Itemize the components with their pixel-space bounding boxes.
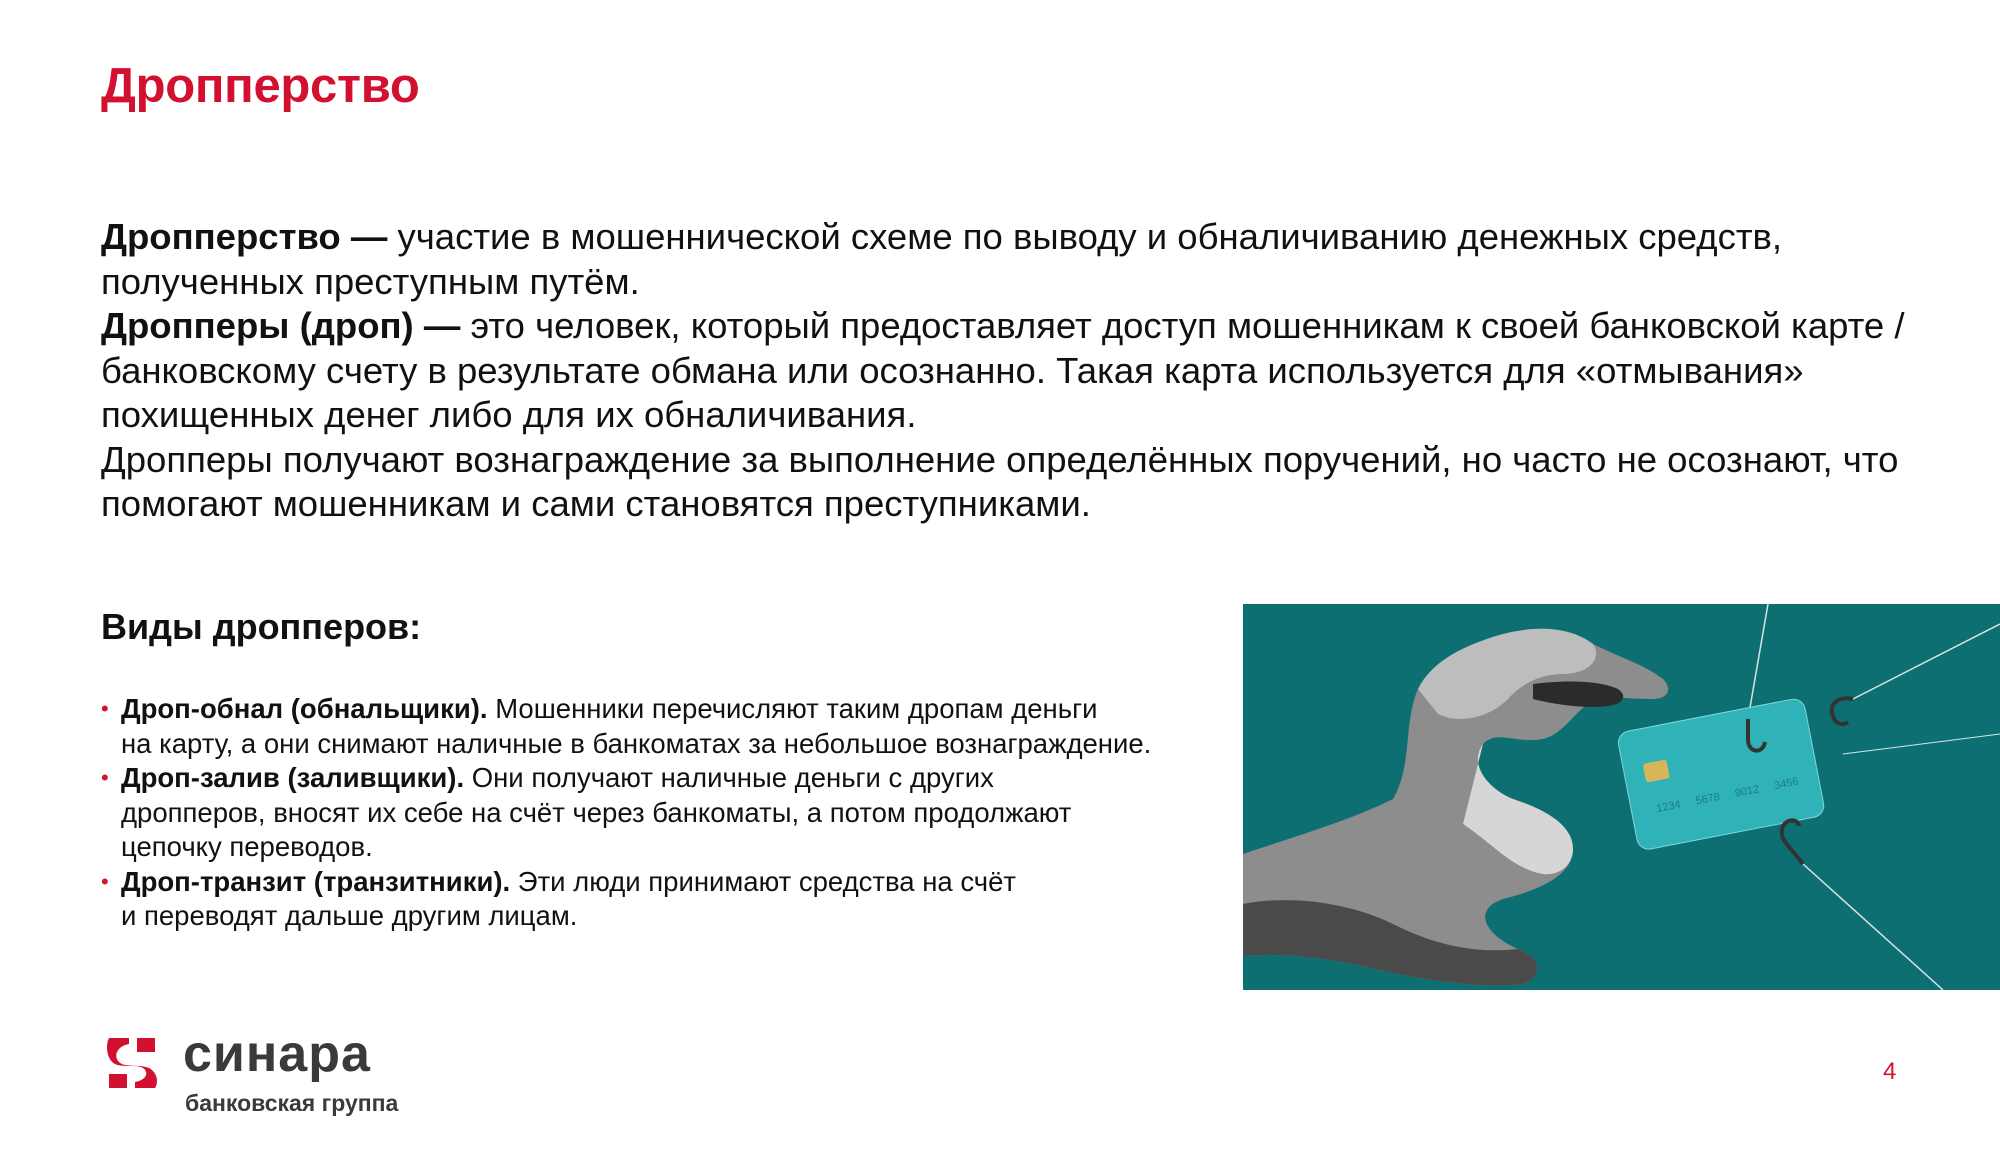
list-item-term: Дроп-транзит (транзитники). [121,865,511,897]
list-item-text: на карту, а они снимают наличные в банкоматах за небольшое вознаграждение. [121,727,1152,759]
company-logo [103,1024,423,1124]
bullet: • [101,868,109,894]
types-list [101,692,1241,934]
logo-subtitle: банковская группа [185,1090,399,1116]
page-number: 4 [1883,1058,1897,1085]
types-heading: Виды дропперов: [101,606,422,647]
fishing-line [1853,624,2000,699]
card-number-group: 3456 [1773,775,1800,793]
card-number-group: 5678 [1694,790,1722,808]
list-item-term: Дроп-обнал (обнальщики). [121,693,488,724]
bullet: • [101,696,109,721]
list-item-text: Мошенники перечисляют таким дропам деньги [487,693,1098,724]
list-item [101,692,1241,761]
dropperstvo-term: Дропперство — [101,216,388,257]
list-item-text: цепочку переводов. [121,831,373,862]
dropperstvo-description: участие в мошеннической схеме по выводу и обналичиванию денежных средств, полученных преступным путём. [101,216,1783,302]
list-item-text: и переводят дальше другим лицам. [121,900,578,931]
bullet: • [101,765,109,790]
list-item-term: Дроп-залив (заливщики). [121,762,465,793]
fishing-hook-icon [1832,698,1853,724]
list-item [101,761,1241,865]
list-item-text: Они получают наличные деньги с других [464,762,994,793]
slide-title: Дропперство [101,59,420,113]
logo-mark-icon [103,1034,161,1092]
bank-card [1616,697,1825,851]
list-item [101,865,1241,934]
droppers-description: это человек, который предоставляет доступ мошенникам к своей банковской карте / банковскому счету в результате обмана или осознанно. Такая карта используется для «отмывания» похищенных денег либо для их обналичивания. [101,305,1905,435]
card-number-group: 9012 [1733,783,1761,800]
list-item-text: дропперов, вносят их себе на счёт через банкоматы, а потом продолжают [121,796,1072,828]
fishing-hook-icon [1782,820,1803,864]
hand [1243,629,1668,986]
logo-name: синара [183,1025,371,1083]
illustration-svg [1243,604,2000,990]
droppers-reward-note: Дропперы получают вознаграждение за выполнение определённых поручений, но часто не осознают, что помогают мошенникам и сами становятся преступниками. [101,438,1899,524]
fishing-line [1803,864,1943,990]
fishing-line [1748,604,1768,719]
card-number-group: 1234 [1655,798,1682,816]
droppers-definition [101,304,1921,438]
droppers-term: Дропперы (дроп) — [101,305,461,346]
intro-text [101,215,1921,527]
fishing-line [1843,734,2000,754]
dropperstvo-definition [101,215,1921,304]
list-item-text: Эти люди принимают средства на счёт [510,865,1016,897]
hand-hooked-card-illustration [1243,604,2000,990]
